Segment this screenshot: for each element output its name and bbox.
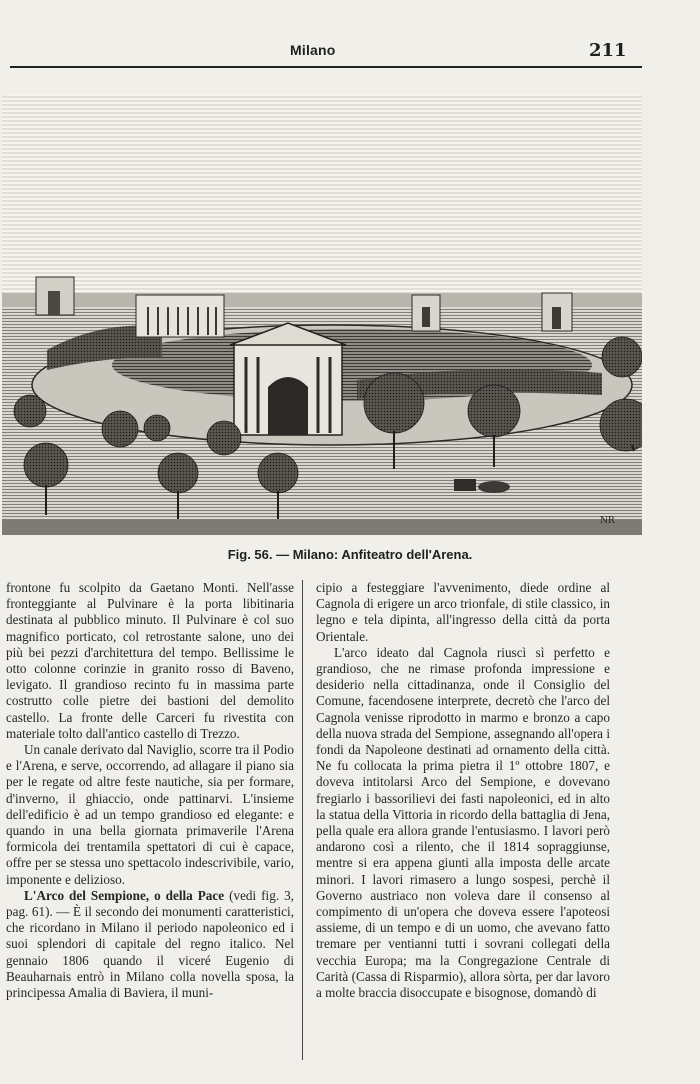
left-paragraph-3 bbox=[6, 888, 294, 1001]
running-title: Milano bbox=[290, 42, 336, 58]
section-heading: L'Arco del Sempione, o della Pace bbox=[24, 887, 225, 903]
left-paragraph-1: frontone fu scolpito da Gaetano Monti. Nell'asse fronteggiante al Pulvinare è la porta libitinaria destinata al pubblico minuto. Il Pulvinare è col suo magnifico porticato, col retrostante salone, uno dei più bei pezzi d'architettura del tempo. Bellissime le otto colonne corinzie in granito rosso di Baveno, levigato. Il grandioso recinto fu in massima parte costrutto colle pietre dei bastioni del demolito castello. La fronte delle Carceri fu rivestita con materiale tolto dall'antico castello di Trezzo. bbox=[6, 580, 294, 741]
page-number: 211 bbox=[589, 40, 627, 61]
right-paragraph-2: L'arco ideato dal Cagnola riuscì sì perfetto e grandioso, che ne rimase profonda impressione e desiderio nella cittadinanza, onde il Consiglio del Comune, facendosene interprete, decretò che l'arco del Cagnola venisse riprodotto in marmo e bronzo a capo della nuova strada del Sempione, assegnando all'opera i fondi da Napoleone destinati ad ornamento della città. Ne fu collocata la prima pietra il 1º ottobre 1807, e doveva intitolarsi Arco del Sempione, e dovevano fregiarlo i bassorilievi dei fasti napoleonici, ed in alto la statua della Vittoria in ricordo della battaglia di Jena, pella quale era allora grande l'entusiasmo. I lavori però andarono così a rilento, che il 1814 sopraggiunse, mentre si era appena giunti alla imposta delle arcate minori. I lavori rimasero a lungo sospesi, perchè il Governo austriaco non voleva dare il consenso al compimento di un'opera che doveva essere l'apoteosi assieme, di un tempo e di un uomo, che avevano fatto tremare per ventianni tutti i sovrani collegati della vecchia Europa; ma la Congregazione Centrale di Carità (Cassa di Risparmio), allora sòrta, per dar lavoro a molte braccia disoccupate e bisognose, domandò di bbox=[316, 644, 610, 1001]
engraver-signature: NR bbox=[600, 516, 615, 526]
sky-area bbox=[2, 95, 642, 300]
left-column bbox=[6, 580, 294, 1001]
carriage bbox=[454, 479, 476, 491]
gate-arch bbox=[268, 377, 308, 435]
figure-caption: Fig. 56. — Milano: Anfiteatro dell'Arena. bbox=[227, 547, 473, 562]
column-divider bbox=[302, 580, 303, 1060]
right-column bbox=[316, 580, 610, 1001]
page-header bbox=[0, 0, 700, 72]
right-paragraph-1: cipio a festeggiare l'avvenimento, diede ordine al Cagnola di erigere un arco trionfale, di stile classico, in legno e tela dipinta, all'ingresso della città da porta Orientale. bbox=[316, 580, 610, 644]
header-rule bbox=[10, 66, 642, 68]
left-paragraph-2: Un canale derivato dal Naviglio, scorre tra il Podio e l'Arena, e serve, occorrendo, ad allagare il piano sia per le regate od altre feste nautiche, sia per formare, d'inverno, il ghiaccio, onde pattinarvi. L'insieme dell'edificio è ad un tempo grandioso ed elegante: e quando in una bella giornata primaverile l'Arena formicola dei trentamila spettatori di cui è capace, offre per se stessa uno spettacolo indescrivibile, vario, imponente e delizioso. bbox=[6, 742, 294, 887]
engraving-illustration bbox=[2, 95, 642, 535]
section-text: (vedi fig. 3, pag. 61). — È il secondo dei monumenti caratteristici, che ricordano in Milano il periodo napoleonico ed i suoi splendori di capitale del regno italico. Nel gennaio 1806 quando il viceré Eugenio di Beauharnais entrò in Milano colla novella sposa, la principessa Amalia di Baviera, il muni- bbox=[6, 887, 294, 1001]
pulvinare-building bbox=[136, 295, 224, 337]
